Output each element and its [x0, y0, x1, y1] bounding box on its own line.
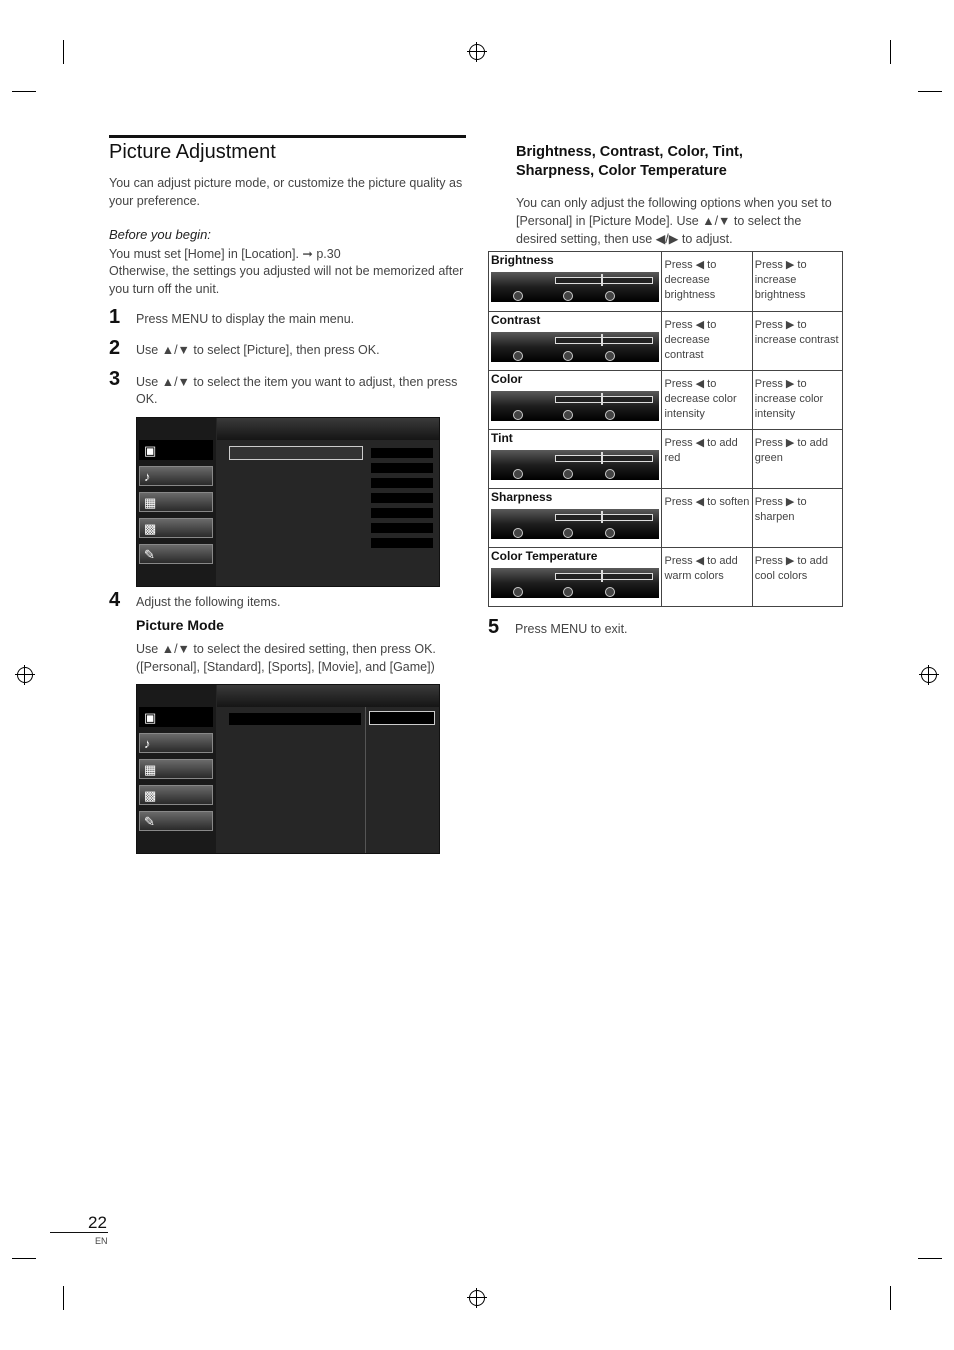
- adjust-label: Color Temperature: [491, 549, 598, 563]
- menu-sidebar: [137, 685, 216, 853]
- slider-graphic: [491, 450, 659, 480]
- right-text: You can only adjust the following options when you set to [Personal] in [Picture Mode]. Use ▲/▼ to select the desired setting, then use ◀/▶ to adjust.: [516, 196, 832, 246]
- adjust-left-cell: Press ◀ to decrease color intensity: [662, 371, 752, 430]
- picture-mode-heading: Picture Mode: [136, 617, 224, 633]
- registration-mark-icon: [469, 44, 485, 60]
- picture-icon: ▣: [139, 440, 213, 460]
- step-text: Use ▲/▼ to select [Picture], then press OK.: [136, 343, 380, 357]
- picture-icon: ▣: [139, 707, 213, 727]
- adjust-row: [489, 312, 843, 371]
- button-icon: [605, 528, 615, 538]
- title-rule: [109, 135, 466, 138]
- button-icon: [563, 528, 573, 538]
- menu-value: [371, 508, 433, 518]
- adjust-label: Brightness: [491, 253, 554, 267]
- adjust-label-cell: [489, 489, 662, 548]
- button-icon: [605, 469, 615, 479]
- page-number-rule: [50, 1232, 108, 1233]
- adjust-label-cell: [489, 371, 662, 430]
- menu-header: [217, 685, 439, 707]
- adjust-label-cell: [489, 430, 662, 489]
- adjust-label-cell: [489, 312, 662, 371]
- registration-mark-icon: [17, 667, 33, 683]
- menu-screenshot-items: [136, 417, 440, 587]
- menu-screenshot-picture-mode: [136, 684, 440, 854]
- slider-graphic: [491, 568, 659, 598]
- step-number: 5: [488, 616, 500, 638]
- adjust-left-cell: Press ◀ to soften: [662, 489, 752, 548]
- registration-mark-icon: [469, 1290, 485, 1306]
- menu-item: [229, 713, 361, 725]
- step-number: 4: [109, 589, 121, 611]
- menu-value: [371, 538, 433, 548]
- slider-knob: [601, 393, 603, 405]
- adjust-label-cell: [489, 548, 662, 607]
- step-text: Press MENU to display the main menu.: [136, 312, 355, 326]
- features-icon: ▩: [139, 518, 213, 538]
- before-line2: Otherwise, the settings you adjusted will not be memorized after you turn off the unit.: [109, 264, 464, 296]
- adjust-right-cell: Press ▶ to add cool colors: [752, 548, 842, 607]
- slider-knob: [601, 274, 603, 286]
- button-icon: [513, 410, 523, 420]
- button-icon: [513, 469, 523, 479]
- adjust-right-cell: Press ▶ to increase contrast: [752, 312, 842, 371]
- adjust-right-cell: Press ▶ to increase color intensity: [752, 371, 842, 430]
- crop-mark: [12, 1258, 36, 1259]
- picture-mode-text: Use ▲/▼ to select the desired setting, then press OK. ([Personal], [Standard], [Sports], [Movie], and [Game]): [136, 642, 436, 674]
- menu-value: [371, 523, 433, 533]
- slider-knob: [601, 334, 603, 346]
- setup-icon: ▦: [139, 492, 213, 512]
- slider-graphic: [491, 332, 659, 362]
- button-icon: [513, 291, 523, 301]
- slider-track: [555, 396, 653, 403]
- button-icon: [605, 291, 615, 301]
- adjust-row: [489, 489, 843, 548]
- button-icon: [563, 410, 573, 420]
- slider-track: [555, 514, 653, 521]
- menu-header: [217, 418, 439, 440]
- step-text: Press MENU to exit.: [515, 622, 628, 636]
- step-text: Use ▲/▼ to select the item you want to adjust, then press OK.: [136, 375, 458, 406]
- menu-value: [371, 463, 433, 473]
- crop-mark: [12, 91, 36, 92]
- adjust-label: Sharpness: [491, 490, 553, 504]
- setup-icon: ▦: [139, 759, 213, 779]
- adjust-table: [488, 251, 843, 607]
- adjust-left-cell: Press ◀ to add warm colors: [662, 548, 752, 607]
- music-note-icon: ♪: [139, 466, 213, 486]
- slider-knob: [601, 511, 603, 523]
- step-text: Adjust the following items.: [136, 595, 281, 609]
- adjust-right-cell: Press ▶ to add green: [752, 430, 842, 489]
- adjust-row: [489, 548, 843, 607]
- adjust-right-cell: Press ▶ to sharpen: [752, 489, 842, 548]
- adjust-label: Color: [491, 372, 523, 386]
- slider-track: [555, 455, 653, 462]
- button-icon: [513, 528, 523, 538]
- adjust-label: Contrast: [491, 313, 541, 327]
- button-icon: [605, 410, 615, 420]
- intro-text: You can adjust picture mode, or customize the picture quality as your preference.: [109, 176, 463, 208]
- menu-value: [371, 493, 433, 503]
- menu-option: [369, 711, 435, 725]
- slider-graphic: [491, 272, 659, 302]
- slider-knob: [601, 452, 603, 464]
- language-icon: ✎: [139, 811, 213, 831]
- button-icon: [563, 469, 573, 479]
- registration-mark-icon: [921, 667, 937, 683]
- menu-sidebar: [137, 418, 216, 586]
- button-icon: [563, 587, 573, 597]
- step-number: 3: [109, 368, 121, 390]
- slider-track: [555, 277, 653, 284]
- button-icon: [513, 587, 523, 597]
- button-icon: [605, 351, 615, 361]
- slider-track: [555, 337, 653, 344]
- right-heading: Brightness, Contrast, Color, Tint, Sharpness, Color Temperature: [516, 144, 743, 179]
- features-icon: ▩: [139, 785, 213, 805]
- adjust-row: [489, 252, 843, 312]
- crop-mark: [918, 1258, 942, 1259]
- button-icon: [563, 291, 573, 301]
- adjust-label: Tint: [491, 431, 513, 445]
- adjust-left-cell: Press ◀ to add red: [662, 430, 752, 489]
- language-icon: ✎: [139, 544, 213, 564]
- adjust-left-cell: Press ◀ to decrease brightness: [662, 252, 752, 312]
- crop-mark: [918, 91, 942, 92]
- step-number: 1: [109, 306, 121, 328]
- language-code: EN: [95, 1236, 108, 1246]
- crop-mark: [63, 40, 64, 64]
- slider-graphic: [491, 391, 659, 421]
- button-icon: [563, 351, 573, 361]
- before-line1: You must set [Home] in [Location]. ➞ p.30: [109, 247, 341, 261]
- crop-mark: [890, 40, 891, 64]
- button-icon: [513, 351, 523, 361]
- page-number: 22: [88, 1213, 107, 1232]
- menu-selected-item: [229, 446, 363, 460]
- adjust-label-cell: [489, 252, 662, 312]
- crop-mark: [890, 1286, 891, 1310]
- slider-knob: [601, 570, 603, 582]
- button-icon: [605, 587, 615, 597]
- slider-track: [555, 573, 653, 580]
- page-title: Picture Adjustment: [109, 141, 276, 163]
- adjust-row: [489, 371, 843, 430]
- step-number: 2: [109, 337, 121, 359]
- menu-divider: [365, 707, 366, 853]
- adjust-left-cell: Press ◀ to decrease contrast: [662, 312, 752, 371]
- menu-value: [371, 478, 433, 488]
- adjust-row: [489, 430, 843, 489]
- before-label: Before you begin:: [109, 227, 211, 242]
- adjust-right-cell: Press ▶ to increase brightness: [752, 252, 842, 312]
- slider-graphic: [491, 509, 659, 539]
- menu-value: [371, 448, 433, 458]
- crop-mark: [63, 1286, 64, 1310]
- music-note-icon: ♪: [139, 733, 213, 753]
